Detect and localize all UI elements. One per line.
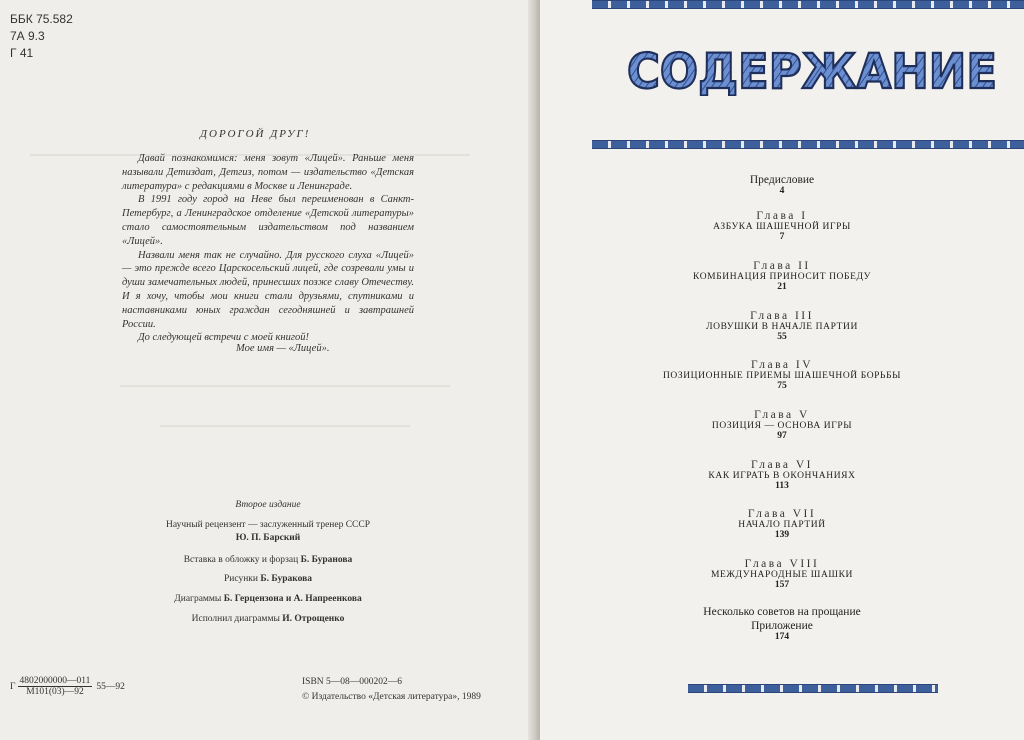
drawings-label: Рисунки <box>224 574 258 584</box>
diagrams-exec-label: Исполнил диаграммы <box>191 614 280 624</box>
letter-paragraph: До следующей встречи с моей книгой! <box>138 332 309 344</box>
toc-chapter[interactable] <box>540 508 1024 540</box>
toc-page-number: 21 <box>777 282 787 292</box>
toc-appendix-name: Приложение <box>751 620 813 632</box>
catalog-fraction <box>18 676 93 697</box>
letter-greeting: ДОРОГОЙ ДРУГ! <box>200 128 311 140</box>
letter-paragraph: В 1991 году город на Неве был переименован в Санкт-Петербург, а Ленинградское отделение «Детской литературы» стало самостоятельным издательством под названием «Лицей». <box>122 194 414 247</box>
toc-page-number: 75 <box>777 381 787 391</box>
toc-page-number: 7 <box>779 232 785 242</box>
letter-body <box>122 152 414 345</box>
toc-page-number: 55 <box>777 332 787 342</box>
bottom-decorative-bar <box>688 684 938 693</box>
toc-page-number: 157 <box>774 580 790 590</box>
toc-chapter[interactable] <box>540 409 1024 441</box>
diagrams-credit <box>0 594 536 604</box>
diagrams-label: Диаграммы <box>174 594 222 604</box>
toc-appendix[interactable] <box>540 620 1024 642</box>
toc-chapter-label: Глава III <box>750 310 814 322</box>
contents-title-text: СОДЕРЖАНИЕ <box>627 44 997 96</box>
toc-chapter[interactable] <box>540 558 1024 590</box>
toc-chapter-label: Глава II <box>753 260 811 272</box>
bbk-code-2: 7А 9.3 <box>10 29 45 43</box>
show-through-line <box>160 425 410 427</box>
toc-farewell-name: Несколько советов на прощание <box>703 606 861 618</box>
toc-chapter[interactable] <box>540 359 1024 391</box>
drawings-credit <box>0 574 536 584</box>
cover-name: Б. Буранова <box>300 555 353 565</box>
contents-title-graphic <box>624 44 1000 96</box>
catalog-denominator: М101(03)—92 <box>26 687 84 697</box>
diagrams-exec-name: И. Отрощенко <box>282 614 345 624</box>
edition-note: Второе издание <box>235 500 301 510</box>
toc-chapter-label: Глава V <box>754 409 810 421</box>
cover-label: Вставка в обложку и форзац <box>183 555 299 565</box>
letter-paragraph: Назвали меня так не случайно. Для русского слуха «Лицей» — это прежде всего Царскосельский лицей, где созревали умы и души замечательных людей, принесших позже славу Отечеству. И я хочу, чтобы мои книги стали друзьями, спутниками и наставниками юных граждан сегодняшней и завтрашней России. <box>122 249 414 330</box>
diagrams-name: Б. Герцензона и А. Напреенкова <box>223 594 362 604</box>
reviewer-name: Ю. П. Барский <box>235 533 301 543</box>
toc-chapter[interactable] <box>540 210 1024 242</box>
toc-chapter-name: КОМБИНАЦИЯ ПРИНОСИТ ПОБЕДУ <box>693 272 871 282</box>
letter-signature: Мое имя — «Лицей». <box>236 343 330 354</box>
catalog-index <box>10 676 125 697</box>
toc-page-number: 174 <box>774 632 790 642</box>
catalog-prefix: Г <box>10 681 16 692</box>
toc-chapter-name: ПОЗИЦИЯ — ОСНОВА ИГРЫ <box>711 421 853 431</box>
copyright: © Издательство «Детская литература», 1989 <box>302 692 481 702</box>
toc-chapter-label: Глава VII <box>747 508 817 520</box>
isbn: ISBN 5—08—000202—6 <box>302 677 403 687</box>
contents-title <box>624 44 1000 96</box>
title-underline-bar <box>592 140 1024 149</box>
toc-preface[interactable] <box>540 174 1024 196</box>
cover-credit <box>0 555 536 565</box>
bbk-code-3: Г 41 <box>10 46 34 60</box>
reviewer-name-line <box>0 533 536 543</box>
toc-page-number: 97 <box>777 431 787 441</box>
toc-page-number: 139 <box>774 530 790 540</box>
catalog-numerator: 4802000000—011 <box>19 676 91 686</box>
toc-page-number: 113 <box>775 481 789 491</box>
diagrams-exec-credit <box>0 614 536 624</box>
toc-chapter-name: НАЧАЛО ПАРТИЙ <box>738 520 826 530</box>
toc-farewell[interactable] <box>540 606 1024 618</box>
toc-chapter-name: МЕЖДУНАРОДНЫЕ ШАШКИ <box>710 570 854 580</box>
toc-chapter[interactable] <box>540 459 1024 491</box>
show-through-title <box>80 38 450 108</box>
bbk-code: ББК 75.582 <box>10 12 73 26</box>
toc-chapter-label: Глава VI <box>750 459 814 471</box>
toc-chapter-name: КАК ИГРАТЬ В ОКОНЧАНИЯХ <box>708 471 856 481</box>
toc-chapter-name: ЛОВУШКИ В НАЧАЛЕ ПАРТИИ <box>706 322 858 332</box>
toc-page-number: 4 <box>779 186 785 196</box>
toc-chapter-label: Глава I <box>756 210 808 222</box>
toc-chapter[interactable] <box>540 260 1024 292</box>
top-decorative-bar <box>592 0 1024 9</box>
toc-preface-name: Предисловие <box>749 174 815 186</box>
toc-chapter-name: ПОЗИЦИОННЫЕ ПРИЕМЫ ШАШЕЧНОЙ БОРЬБЫ <box>662 371 902 381</box>
toc-chapter-label: Глава VIII <box>744 558 820 570</box>
toc-chapter-label: Глава IV <box>750 359 814 371</box>
catalog-suffix: 55—92 <box>96 681 125 692</box>
reviewer-label: Научный рецензент — заслуженный тренер СССР <box>165 520 371 530</box>
toc-chapter[interactable] <box>540 310 1024 342</box>
show-through-line <box>120 385 450 387</box>
letter-paragraph: Давай познакомимся: меня зовут «Лицей». Раньше меня называли Детиздат, Детгиз, потом — издательство «Детская литература» с редакциями в Москве и Ленинграде. <box>122 153 414 192</box>
toc-chapter-name: АЗБУКА ШАШЕЧНОЙ ИГРЫ <box>713 222 851 232</box>
drawings-name: Б. Буракова <box>260 574 312 584</box>
